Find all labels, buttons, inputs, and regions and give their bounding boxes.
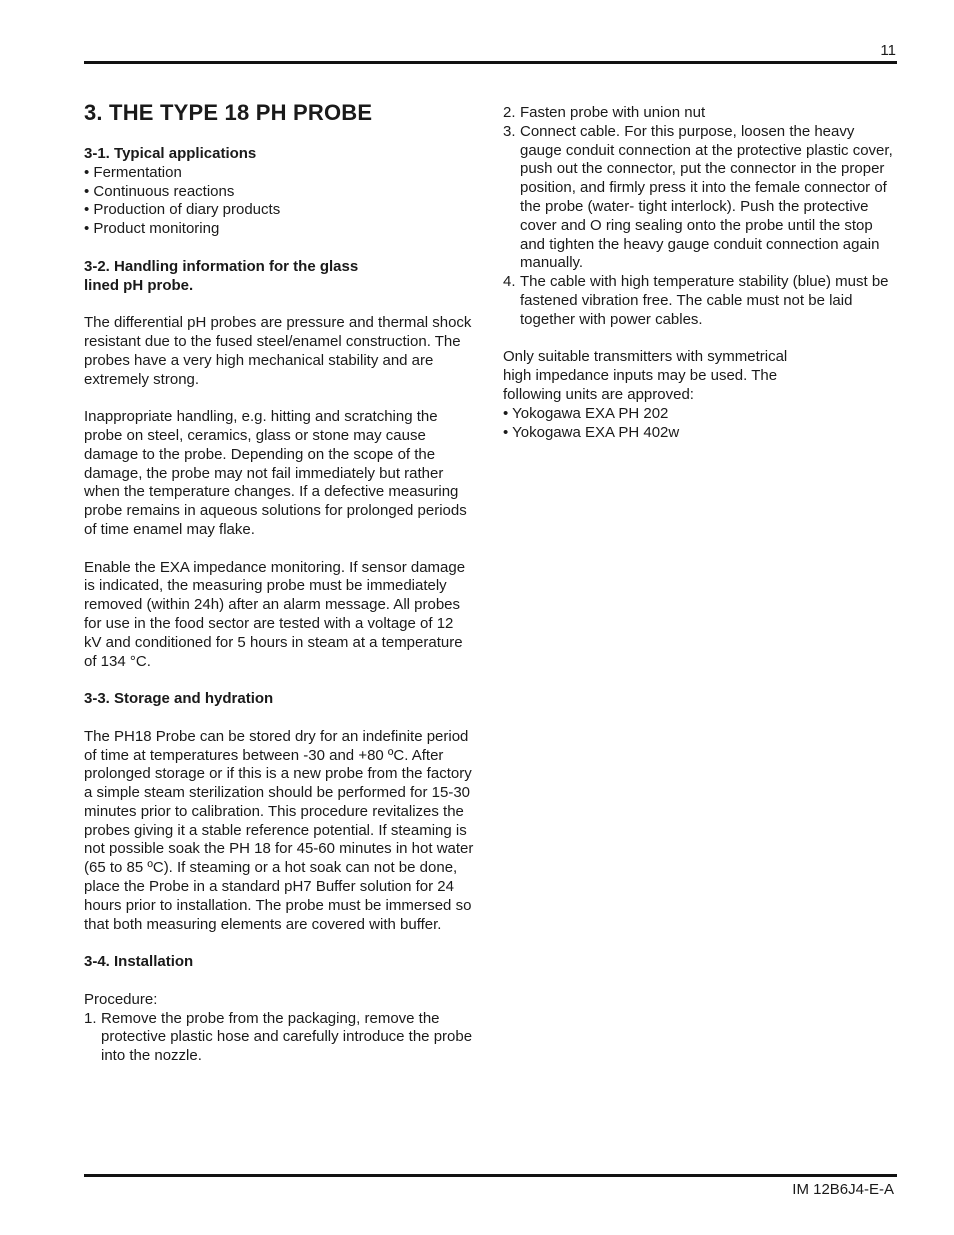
procedure-steps: [84, 1010, 474, 1066]
left-column: [84, 100, 474, 1066]
procedure-label: Procedure:: [84, 990, 158, 1008]
paragraph: The differential pH probes are pressure and thermal shock resistant due to the fused steel/enamel construction. The probes have a very high mechanical stability and are extremely strong.: [84, 314, 472, 388]
footer-rule: [84, 1174, 897, 1177]
step-text: Fasten probe with union nut: [520, 104, 706, 121]
heading-typical-applications: 3-1. Typical applications: [84, 145, 257, 162]
header-rule: [84, 61, 897, 64]
step-text: The cable with high temperature stability (blue) must be fastened vibration free. The cable must not be laid together with power cables.: [520, 273, 889, 328]
procedure-step: [503, 273, 895, 329]
approved-units-list: [503, 405, 895, 443]
applications-list: [84, 164, 474, 239]
procedure-step: [503, 123, 895, 273]
approved-units-note: Only suitable transmitters with symmetrical high impedance inputs may be used. The following units are approved:: [503, 348, 788, 403]
list-item: • Fermentation: [84, 164, 474, 183]
list-item: • Continuous reactions: [84, 183, 474, 202]
list-item: • Yokogawa EXA PH 402w: [503, 424, 895, 443]
heading-line: lined pH probe.: [84, 276, 194, 294]
page-number: 11: [880, 42, 896, 59]
paragraph: The PH18 Probe can be stored dry for an indefinite period of time at temperatures between -30 and +80 ºC. After prolonged storage or if this is a new probe from the factory a simple steam sterilization should be performed for 15-30 minutes prior to calibration. This procedure revitalizes the probes giving it a stable reference potential. If steaming is not possible soak the PH 18 for 45-60 minutes in hot water (65 to 85 ºC). If steaming or a hot soak can not be done, place the Probe in a standard pH7 Buffer solution for 24 hours prior to installation. The probe must be immersed so that both measuring elements are covered with buffer.: [84, 727, 474, 933]
step-text: Connect cable. For this purpose, loosen the heavy gauge conduit connection at the protective plastic cover, push out the connector, put the connector in the proper position, and firmly press it into the female connector of the probe (water- tight interlock). Push the protective cover and O ring sealing onto the probe until the stop and tighten the heavy gauge conduit connection again manually.: [520, 122, 893, 272]
heading-handling-information: [84, 258, 474, 296]
step-text: Remove the probe from the packaging, remove the protective plastic hose and carefully introduce the probe into the nozzle.: [101, 1009, 473, 1065]
step-number: 3.: [503, 122, 516, 140]
heading-line: 3-2. Handling information for the glass: [84, 257, 359, 275]
document-id: IM 12B6J4-E-A: [792, 1181, 894, 1198]
procedure-steps-continued: [503, 104, 895, 330]
heading-storage-hydration: 3-3. Storage and hydration: [84, 690, 274, 708]
list-item: • Yokogawa EXA PH 202: [503, 405, 895, 424]
paragraph: Enable the EXA impedance monitoring. If sensor damage is indicated, the measuring probe must be immediately removed (within 24h) after an alarm message. All probes for use in the food sector are tested with a voltage of 12 kV and conditioned for 5 hours in steam at a temperature of 134 °C.: [84, 558, 466, 670]
heading-installation: 3-4. Installation: [84, 953, 194, 971]
paragraph: Inappropriate handling, e.g. hitting and scratching the probe on steel, ceramics, glass or stone may cause damage to the probe. Depending on the scope of the damage, the probe may not fail immediately but rather when the temperature changes. If a defective measuring probe remains in aqueous solutions for prolonged periods of time enamel may flake.: [84, 408, 467, 538]
section-title: 3. THE TYPE 18 PH PROBE: [84, 100, 373, 125]
step-number: 1.: [84, 1009, 97, 1027]
step-number: 4.: [503, 273, 516, 291]
step-number: 2.: [503, 104, 516, 121]
right-column: [503, 104, 895, 442]
procedure-step: [503, 104, 895, 123]
procedure-step: [84, 1010, 474, 1066]
list-item: • Product monitoring: [84, 220, 474, 239]
list-item: • Production of diary products: [84, 201, 474, 220]
